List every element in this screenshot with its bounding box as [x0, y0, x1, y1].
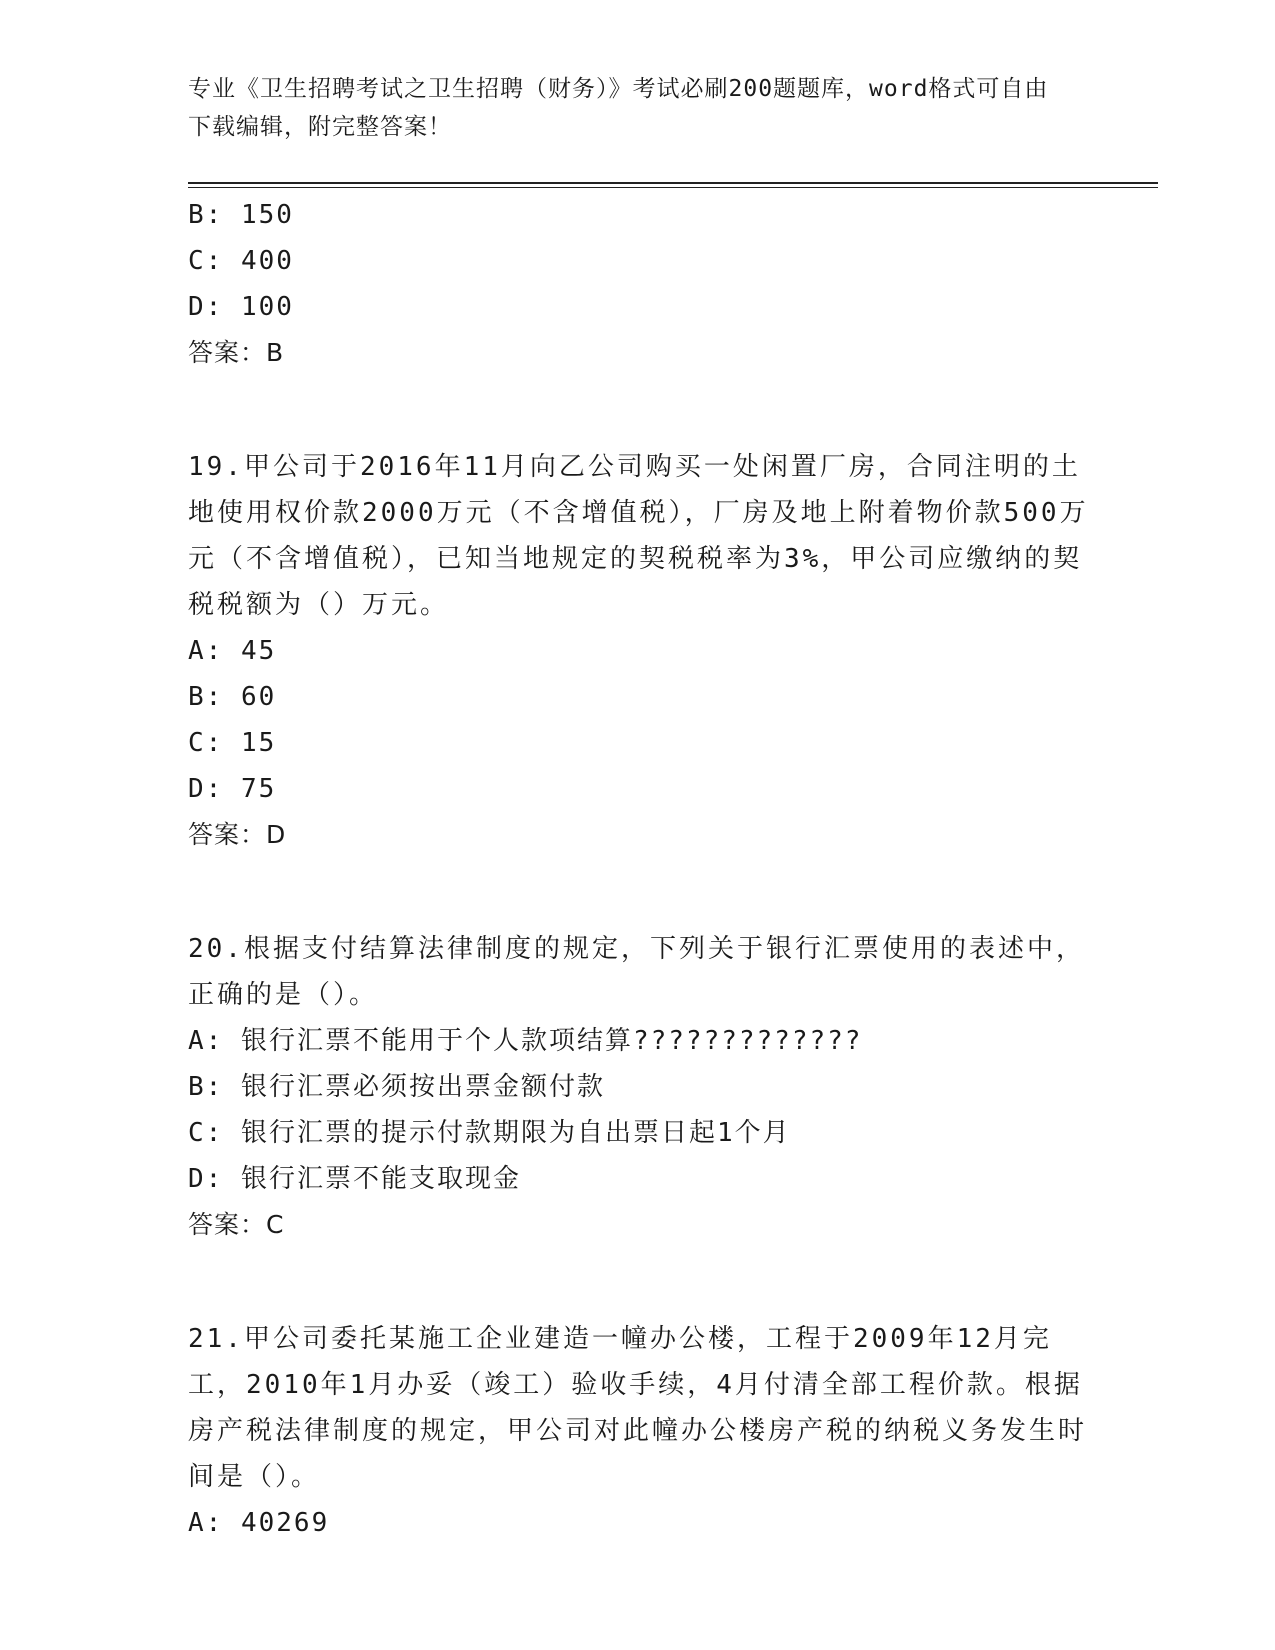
document-page	[188, 70, 1158, 1546]
question-19	[188, 444, 1158, 858]
question-text: 21.甲公司委托某施工企业建造一幢办公楼，工程于2009年12月完工，2010年1月办妥（竣工）验收手续，4月付清全部工程价款。根据房产税法律制度的规定，甲公司对此幢办公楼房产税的纳税义务发生时间是（）。	[188, 1324, 1088, 1492]
answer-line: 答案：C	[188, 1210, 285, 1239]
option-d: D: 银行汇票不能支取现金	[188, 1164, 521, 1194]
document-header: 专业《卫生招聘考试之卫生招聘（财务）》考试必刷200题题库，word格式可自由下载编辑，附完整答案！	[188, 76, 1049, 140]
answer-line: 答案：D	[188, 820, 287, 849]
option-a: A: 银行汇票不能用于个人款项结算?????????????	[188, 1026, 863, 1056]
question-18-tail	[188, 192, 1158, 376]
option-b: B: 60	[188, 682, 277, 712]
option-c: C: 400	[188, 246, 294, 276]
option-b: B: 150	[188, 200, 294, 230]
option-c: C: 银行汇票的提示付款期限为自出票日起1个月	[188, 1118, 791, 1148]
option-a: A: 45	[188, 636, 277, 666]
question-20	[188, 926, 1158, 1248]
header-divider	[188, 182, 1158, 188]
option-d: D: 100	[188, 292, 294, 322]
option-a: A: 40269	[188, 1508, 330, 1538]
option-d: D: 75	[188, 774, 277, 804]
answer-line: 答案：B	[188, 338, 285, 367]
question-text: 20.根据支付结算法律制度的规定，下列关于银行汇票使用的表述中，正确的是（）。	[188, 934, 1085, 1010]
spacer	[188, 376, 1158, 444]
question-text: 19.甲公司于2016年11月向乙公司购买一处闲置厂房，合同注明的土地使用权价款2000万元（不含增值税），厂房及地上附着物价款500万元（不含增值税），已知当地规定的契税税率为3%，甲公司应缴纳的契税税额为（）万元。	[188, 452, 1089, 620]
option-b: B: 银行汇票必须按出票金额付款	[188, 1072, 605, 1102]
spacer	[188, 858, 1158, 926]
question-21	[188, 1316, 1158, 1546]
spacer	[188, 1248, 1158, 1316]
option-c: C: 15	[188, 728, 277, 758]
